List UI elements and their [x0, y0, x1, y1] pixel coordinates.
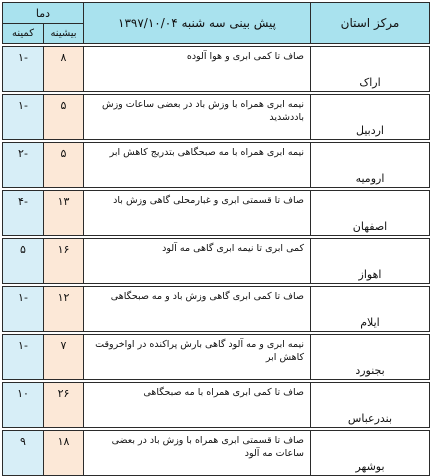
table-row [3, 143, 430, 188]
min-temp-cell: -۱ [3, 335, 44, 380]
forecast-cell: صاف تا قسمتی ابری همراه با وزش باد در بعضی ساعات مه آلود [84, 431, 311, 476]
max-temp-cell: ۵ [44, 95, 84, 140]
max-temp-cell: ۵ [44, 143, 84, 188]
min-temp-cell: -۱ [3, 287, 44, 332]
city-cell: اهواز [311, 239, 430, 284]
city-cell: بجنورد [311, 335, 430, 380]
min-temp-cell: ۵ [3, 239, 44, 284]
table-row [3, 287, 430, 332]
forecast-cell: صاف تا کمی ابری همراه با مه صبحگاهی [84, 383, 311, 428]
city-cell: اصفهان [311, 191, 430, 236]
forecast-table-body [3, 44, 430, 476]
table-row [3, 95, 430, 140]
max-temp-cell: ۲۶ [44, 383, 84, 428]
min-temp-cell: -۱ [3, 47, 44, 92]
max-temp-cell: ۱۶ [44, 239, 84, 284]
forecast-header: پیش بینی سه شنبه ۱۳۹۷/۱۰/۰۴ [84, 3, 311, 44]
city-cell: بندرعباس [311, 383, 430, 428]
table-row [3, 239, 430, 284]
city-cell: اراک [311, 47, 430, 92]
forecast-cell: صاف تا کمی ابری گاهی وزش باد و مه صبحگاهی [84, 287, 311, 332]
table-row [3, 335, 430, 380]
city-cell: ایلام [311, 287, 430, 332]
min-temp-header: کمینه [3, 24, 44, 44]
forecast-cell: نیمه ابری و مه آلود گاهی بارش پراکنده در اواخروقت کاهش ابر [84, 335, 311, 380]
forecast-cell: کمی ابری تا نیمه ابری گاهی مه آلود [84, 239, 311, 284]
forecast-cell: نیمه ابری همراه با مه صبحگاهی بتدریج کاهش ابر [84, 143, 311, 188]
min-temp-cell: ۹ [3, 431, 44, 476]
table-row [3, 191, 430, 236]
table-row [3, 431, 430, 476]
max-temp-cell: ۱۸ [44, 431, 84, 476]
table-row [3, 47, 430, 92]
max-temp-cell: ۱۳ [44, 191, 84, 236]
temperature-header: دما [3, 3, 84, 24]
max-temp-cell: ۸ [44, 47, 84, 92]
forecast-cell: صاف تا کمی ابری و هوا آلوده [84, 47, 311, 92]
min-temp-cell: -۴ [3, 191, 44, 236]
max-temp-cell: ۷ [44, 335, 84, 380]
city-cell: اردبیل [311, 95, 430, 140]
city-cell: ارومیه [311, 143, 430, 188]
max-temp-header: بیشینه [44, 24, 84, 44]
forecast-table [2, 2, 430, 476]
province-center-header: مرکز استان [311, 3, 430, 44]
min-temp-cell: ۱۰ [3, 383, 44, 428]
max-temp-cell: ۱۲ [44, 287, 84, 332]
forecast-cell: نیمه ابری همراه با وزش باد در بعضی ساعات وزش باددشدید [84, 95, 311, 140]
min-temp-cell: -۱ [3, 95, 44, 140]
table-row [3, 383, 430, 428]
city-cell: بوشهر [311, 431, 430, 476]
forecast-cell: صاف تا قسمتی ابری و غبارمحلی گاهی وزش باد [84, 191, 311, 236]
min-temp-cell: -۲ [3, 143, 44, 188]
